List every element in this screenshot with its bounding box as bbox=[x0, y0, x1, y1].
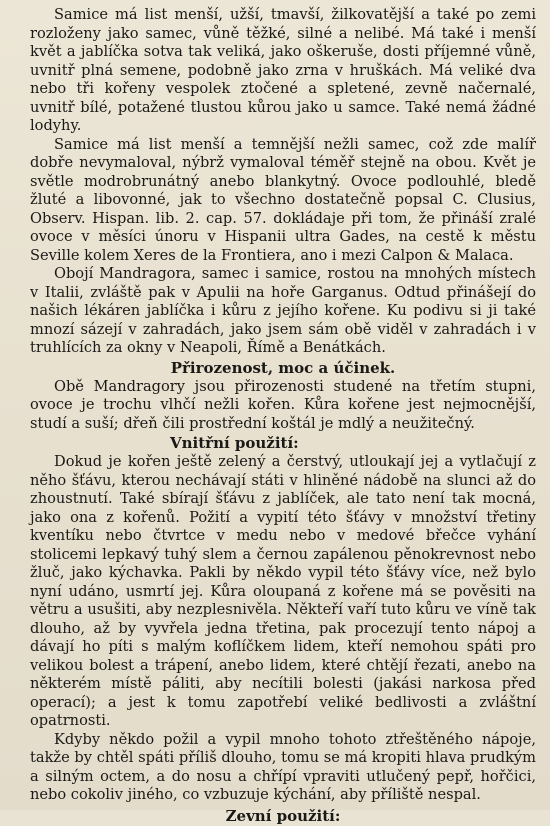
paragraph-nature: Obě Mandragory jsou přirozenosti studené na třetím stupni, ovoce je trochu vlhčí nežli kořen. Kůra kořene jest nejmocnější, studí a suší; dřeň čili prostřední koštál je mdlý a neužitečný. bbox=[30, 377, 536, 432]
paragraph-female-description: Samice má list menší, užší, tmavší, žilkovatější a také po zemi rozloženy jako samec, vůně těžké, silné a nelibé. Má také i menší květ a jablíčka sotva tak veliká, jako oškeruše, dosti příjemné vůně, uvnitř plná semene, podobně jako zrna v hruškách. Má veliké dva nebo tři kořeny vespolek ztočené a spletené, zevně načernalé, uvnitř bílé, potažené tlustou kůrou jako u samce. Také nemá žádné lodyhy. bbox=[30, 6, 536, 134]
paragraph-female-leaf-and-fruit: Samice má list menší a temnější nežli samec, což zde malíř dobře nevymaloval, nýbrž vymaloval téměř stejně na obou. Květ je světle modrobrunátný anebo blankytný. Ovoce podlouhlé, bledě žluté a libovonné, jak to všechno dostatečně popsal C. Clusius, Observ. Hispan. lib. 2. cap. 57. dokládaje při tom, že přináší zralé ovoce v měsíci únoru v Hispanii ultra Gades, na cestě k městu Seville kolem Xeres de la Frontiera, ano i mezi Calpon & Malaca. bbox=[30, 135, 536, 264]
heading-internal-use: Vnitřní použití: bbox=[170, 434, 299, 452]
paragraph-internal-use: Dokud je kořen ještě zelený a čerstvý, utloukají jej a vytlačují z něho šťávu, kterou nechávají státi v hliněné nádobě na slunci až do zhoustnutí. Také sbírají šťávu z jablíček, ale tato není tak mocná, jako ona z kořenů. Požití a vypití této šťávy v množství třetiny kventíku nebo čtvrtce v medu nebo v medové břečce vyhání stolicemi lepkavý tuhý slem a černou zapálenou pěnokrevnost nebo žluč, jako kýchavka. Pakli by někdo vypil této šťávy více, než bylo nyní udáno, usmrtí jej. Kůra oloupaná z kořene má se pověsiti na větru a usušiti, aby nezplesnivěla. Někteří vaří tuto kůru ve víně tak dlouho, až by vyvřela jedna třetina, pak procezují tento nápoj a dávají ho píti s malým koflíčkem lidem, kteří nemohou spáti pro velikou bolest a trápení, anebo lidem, které chtějí řezati, anebo na některém místě páliti, aby necítili bolesti (jakási narkosa před operací); a jest k tomu zapotřebí veliké bedlivosti a zvláštní opatrnosti. bbox=[30, 453, 536, 729]
heading-external-use: Zevní použití: bbox=[225, 806, 341, 825]
paragraph-habitat: Obojí Mandragora, samec i samice, rostou na mnohých místech v Italii, zvláště pak v Apulii na hoře Garganus. Odtud přinášejí do našich lékáren jablíčka i kůru z jejího kořene. Ku podivu si ji také mnozí sázejí v zahradách, jako jsem sám obě viděl v zahradách i v truhlících za okny v Neapoli, Římě a Benátkách. bbox=[30, 265, 536, 356]
heading-nature-and-effect: Přirozenost, moc a účinek. bbox=[170, 358, 396, 377]
paragraph-overdose-remedy: Kdyby někdo požil a vypil mnoho tohoto ztřeštěného nápoje, takže by chtěl spáti příliš dlouho, tomu se má kropiti hlava prudkým a silným octem, a do nosu a chřípí vpraviti utlučený pepř, hořčici, nebo cokoliv jiného, co vzbuzuje kýchání, aby příliště nespal. bbox=[30, 730, 536, 803]
